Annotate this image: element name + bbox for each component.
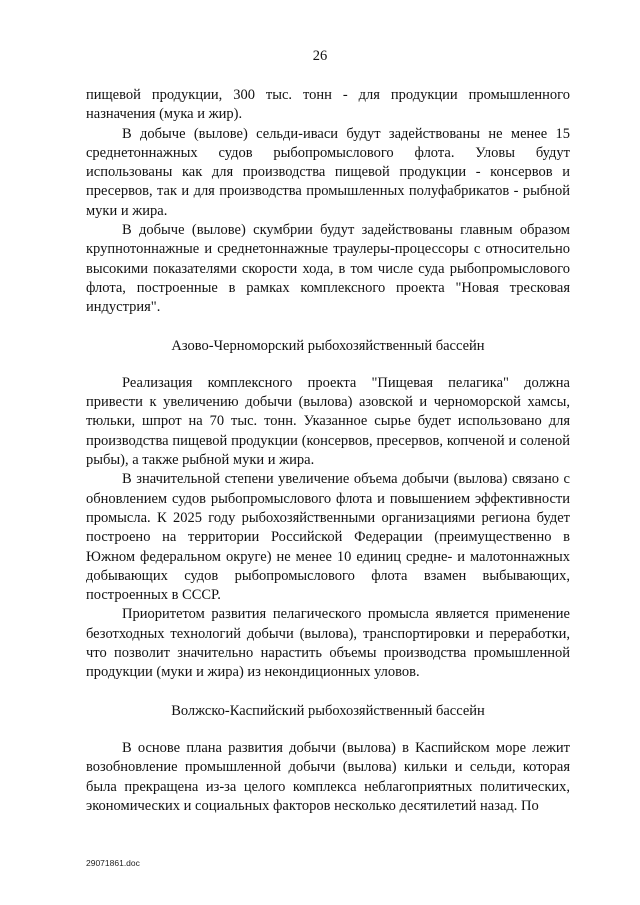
page-number: 26 [312, 48, 328, 64]
paragraph-4: Реализация комплексного проекта "Пищевая пелагика" должна привести к увеличению добычи (вылова) азовской и черноморской хамсы, тюльки, шпрот на 70 тыс. тонн. Указанное сырье будет использовано для производства пищевой продукции (консервов, пресервов, копченой и соленой рыбы), а также рыбной муки и жира. [86, 374, 570, 469]
paragraph-6: Приоритетом развития пелагического промысла является применение безотходных технологий добычи (вылова), транспортировки и переработки, что позволит значительно нарастить объемы производства промышленной продукции (муки и жира) из некондиционных уловов. [86, 606, 570, 681]
paragraph-2: В добыче (вылове) сельди-иваси будут задействованы не менее 15 среднетоннажных судов рыбопромыслового флота. Уловы будут использованы как для производства пищевой продукции - консервов и пресервов, так и для производства промышленных полуфабрикатов - рыбной муки и жира. [86, 125, 570, 219]
section-heading-volga-caspian: Волжско-Каспийский рыбохозяйственный бассейн [171, 702, 485, 719]
paragraph-1: пищевой продукции, 300 тыс. тонн - для продукции промышленного назначения (мука и жир). [86, 87, 570, 123]
paragraph-7: В основе плана развития добычи (вылова) в Каспийском море лежит возобновление промышленной добычи (вылова) кильки и сельди, которая была прекращена из-за целого комплекса неблагоприятных политических, экономических и социальных факторов несколько десятилетий назад. По [86, 739, 570, 814]
document-body [86, 86, 570, 816]
paragraph-5: В значительной степени увеличение объема добычи (вылова) связано с обновлением судов рыбопромыслового флота и повышением эффективности промысла. К 2025 году рыбохозяйственными организациями региона будет построено на территории Российской Федерации (преимущественно в Южном федеральном округе) не менее 10 единиц средне- и малотоннажных добывающих судов рыбопромыслового флота взамен выбывающих, построенных в СССР. [86, 471, 570, 604]
paragraph-3: В добыче (вылове) скумбрии будут задействованы главным образом крупнотоннажные и среднетоннажные траулеры-процессоры с относительно высокими показателями скорости хода, в том числе суда рыбопромыслового флота, построенные в рамках комплексного проекта "Новая тресковая индустрия". [86, 222, 570, 316]
document-footer-filename: 29071861.doc [86, 858, 140, 868]
section-heading-azov-black-sea: Азово-Черноморский рыбохозяйственный бассейн [171, 337, 485, 354]
